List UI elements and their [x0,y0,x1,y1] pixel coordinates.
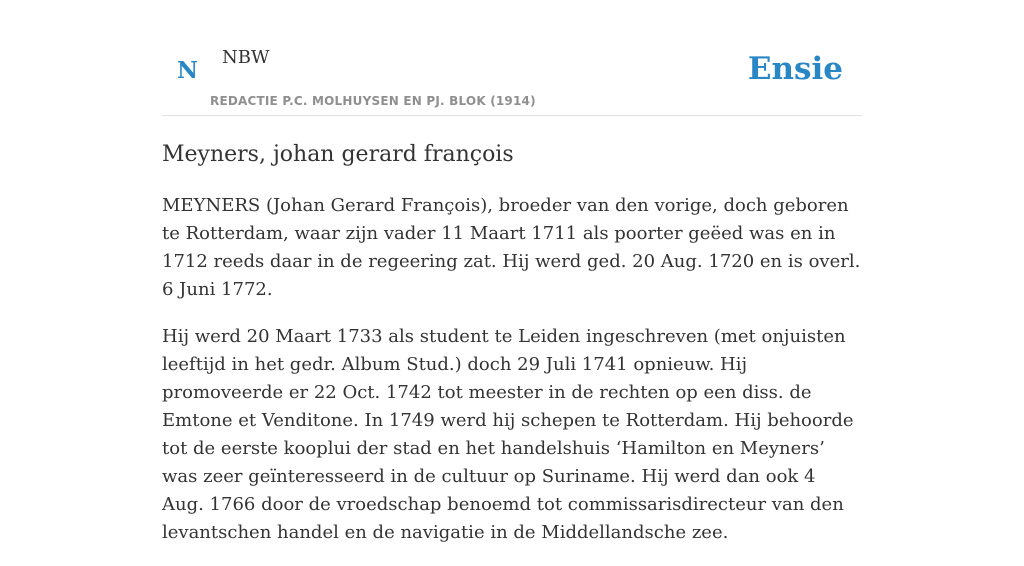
source-logo[interactable]: N [177,57,199,84]
source-header [162,0,862,116]
article-paragraph: MEYNERS (Johan Gerard François), broeder van den vorige, doch geboren te Rotterdam, waar zijn vader 11 Maart 1711 als poorter geëed was en in 1712 reeds daar in de regeering zat. Hij werd ged. 20 Aug. 1720 en is overl. 6 Juni 1772. [162,195,861,300]
article-paragraph: Hij werd 20 Maart 1733 als student te Leiden ingeschreven (met onjuisten leeftijd in het gedr. Album Stud.) doch 29 Juli 1741 opnieuw. Hij promoveerde er 22 Oct. 1742 tot meester in de rechten op een diss. de Emtone et Venditone. In 1749 werd hij schepen te Rotterdam. Hij behoorde tot de eerste kooplui der stad en het handelshuis ‘Hamilton en Meyners’ was zeer geïnteresseerd in de cultuur op Suriname. Hij werd dan ook 4 Aug. 1766 door de vroedschap benoemd tot commissarisdirecteur van den levantschen handel en de navigatie in de Middellandsche zee. [162,326,854,543]
article-title: Meyners, johan gerard françois [162,142,514,167]
article-body [162,192,862,566]
source-subtitle: REDACTIE P.C. MOLHUYSEN EN PJ. BLOK (1914) [210,94,536,108]
brand-logo[interactable]: Ensie [747,51,843,87]
source-name[interactable]: NBW [222,47,270,68]
page-container [162,0,862,543]
